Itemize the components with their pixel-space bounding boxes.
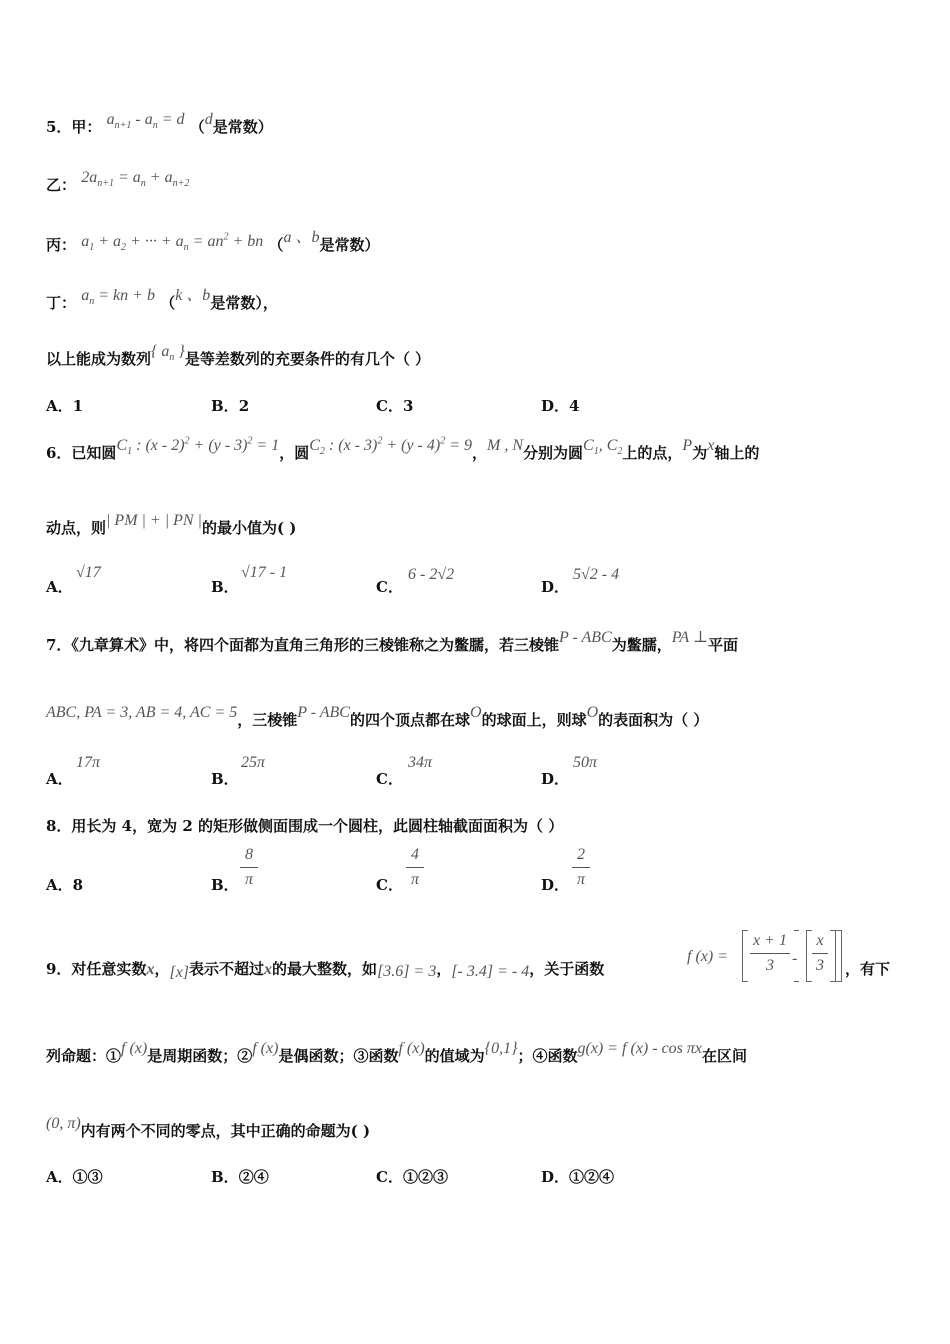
q7-option-b-value: 25π [241,754,266,771]
q6-option-d-value: 5√2 - 4 [573,566,620,583]
q9-gx: g(x) = f (x) - cos πx [577,1040,703,1057]
q6-c1c2: $C_1$, $C_2$ [583,437,623,458]
q9-option-c[interactable]: C．①②③ [376,1168,448,1186]
q5-option-a[interactable]: A．1 [46,397,84,415]
q8-option-d-fraction: 2 π [572,846,590,889]
q9-minus: - [792,950,798,967]
q6-line1: 6．已知圆$C_1$ : (x - 2)$^2$ + (y - 3)$^2$ = 1，圆$C_2$ : (x - 3)$^2$ + (y - 4)$^2$ = 9，M , N分别为圆$C_1$, $C_2$上的点，P为x轴上的 [46,435,760,462]
q6-option-c-value: 6 - 2√2 [408,566,455,583]
q7-line1: 7．《九章算术》中，将四个面都为直角三角形的三棱锥称之为鳖臑，若三棱锥P - ABC为鳖臑，PA ⊥平面 [46,629,738,654]
q6-option-b[interactable]: B． [211,578,239,596]
q9-frac2: x 3 [812,932,828,975]
q7-option-a[interactable]: A． [46,770,73,788]
q7-option-d-value: 50π [573,754,598,771]
q6-option-a[interactable]: A． [46,578,73,596]
q8-option-b-fraction: 8 π [240,846,258,889]
q8-stem: 8．用长为 4，宽为 2 的矩形做侧面围成一个圆柱，此圆柱轴截面面积为（ ） [46,817,564,835]
q6-option-b-value: √17 - 1 [241,564,288,581]
q9-line2: 列命题：①f (x)是周期函数；②f (x)是偶函数；③函数f (x)的值域为{0,1}；④函数g(x) = f (x) - cos πx在区间 [46,1040,748,1065]
q9-bracket-left-1 [742,930,748,982]
q6-option-d[interactable]: D． [541,578,570,596]
q7-option-d[interactable]: D． [541,770,570,788]
q9-option-b[interactable]: B．②④ [211,1168,269,1186]
q5-stem: 以上能成为数列{ $a_n$ }是等差数列的充要条件的有几个（ ） [46,343,431,368]
q5-yi-label: 乙： [46,176,77,194]
q8-option-c[interactable]: C． [376,876,403,894]
q6-line2: 动点，则| PM | + | PN |的最小值为( ) [46,512,297,537]
q6-option-a-value: √17 [76,564,101,581]
q6-circle-c1: $C_1$ : (x - 2)$^2$ + (y - 3)$^2$ = 1 [116,435,280,458]
q6-option-c[interactable]: C． [376,578,403,596]
q5-option-d[interactable]: D．4 [541,397,580,415]
q9-line1: 9．对任意实数x，[x]表示不超过x的最大整数，如[3.6] = 3，[- 3.4] = - 4，关于函数 [46,960,605,981]
q5-option-b[interactable]: B．2 [211,397,250,415]
q7-condition: ABC, PA = 3, AB = 4, AC = 5 [46,704,238,721]
q5-bing-line: 丙： $a_1 + a_2$ + ··· + $a_n = an^2$ + bn （a 、b是常数） [46,229,380,254]
q9-frac1: x + 1 3 [750,932,790,975]
q6-circle-c2: $C_2$ : (x - 3)$^2$ + (y - 4)$^2$ = 9 [309,435,473,458]
q7-option-c-value: 34π [408,754,433,771]
q7-option-c[interactable]: C． [376,770,403,788]
q7-option-b[interactable]: B． [211,770,239,788]
q9-line1-end: ，有下 [845,960,891,978]
q6-expr: | PM | + | PN | [106,512,202,529]
q5-ding-line: 丁： $a_n$ = kn + b （k 、b是常数）， [46,287,278,312]
q9-line3: (0, π)内有两个不同的零点，其中正确的命题为( ) [46,1115,371,1140]
q9-option-d[interactable]: D．①②④ [541,1168,615,1186]
q8-option-a[interactable]: A．8 [46,876,84,894]
q5-option-c[interactable]: C．3 [376,397,414,415]
q8-option-d[interactable]: D． [541,876,570,894]
q8-option-c-fraction: 4 π [406,846,424,889]
q7-line2: ABC, PA = 3, AB = 4, AC = 5，三棱锥P - ABC的四个顶点都在球O的球面上，则球O的表面积为（ ） [46,704,709,729]
q5-ding-label: 丁： [46,294,77,312]
q5-jia-label: 5．甲： [46,118,102,136]
q5-seq: { $a_n$ } [151,343,185,364]
q5-bing-label: 丙： [46,236,77,254]
q9-option-a[interactable]: A．①③ [46,1168,103,1186]
q5-jia-formula: $a_{n+1} - a_n = d$ [106,111,185,132]
q9-bracket-right-1 [836,930,842,982]
q5-jia-line: 5．甲： $a_{n+1} - a_n = d$ （d是常数） [46,111,273,136]
q9-fx-label: f (x) = [687,948,728,965]
q7-option-a-value: 17π [76,754,101,771]
q5-ding-formula: $a_n$ = kn + b [81,287,155,308]
q5-bing-formula: $a_1 + a_2$ + ··· + $a_n = an^2$ + bn [81,231,264,254]
q5-yi-formula: $2a_{n+1} = a_n + a_{n+2}$ [81,169,190,190]
q5-yi-line [46,169,190,197]
q8-option-b[interactable]: B． [211,876,239,894]
